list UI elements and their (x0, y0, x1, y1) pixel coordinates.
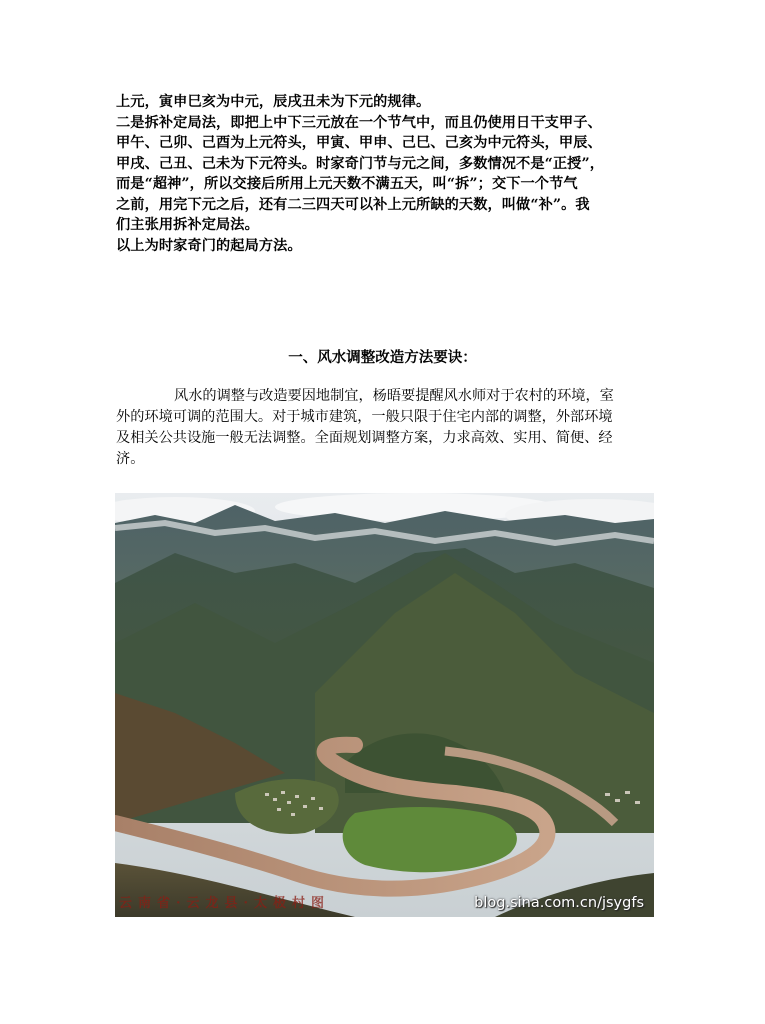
text-line: 而是“超神”，所以交接后所用上元天数不满五天，叫“拆”；交下一个节气 (116, 176, 578, 192)
photo-caption-left: 云南省·云龙县·太极村图 (119, 896, 331, 911)
photo-watermark: blog.sina.com.cn/jsygfs (474, 895, 644, 911)
text-line: 以上为时家奇门的起局方法。 (116, 237, 302, 254)
text-line: 济。 (116, 451, 145, 467)
text-line: 及相关公共设施一般无法调整。全面规划调整方案，力求高效、实用、简便、经 (116, 430, 613, 446)
text-line: 们主张用拆补定局法。 (116, 217, 259, 233)
mountain-river-illustration (115, 493, 654, 917)
landscape-photo (115, 493, 654, 917)
text-line: 甲午、己卯、己酉为上元符头，甲寅、甲申、己巳、己亥为中元符头，甲辰、 (116, 135, 602, 151)
intro-text-block (116, 92, 652, 256)
text-line: 二是拆补定局法，即把上中下三元放在一个节气中，而且仍使用日干支甲子、 (116, 114, 602, 131)
text-line: 上元，寅申巳亥为中元，辰戌丑未为下元的规律。 (116, 94, 431, 110)
text-line: 甲戌、己丑、己未为下元符头。时家奇门节与元之间，多数情况不是“正授”， (116, 155, 605, 172)
section-heading: 一、风水调整改造方法要诀： (288, 349, 477, 366)
text-line: 风水的调整与改造要因地制宜，杨晤要提醒风水师对于农村的环境，室 (174, 388, 614, 404)
text-line: 之前，用完下元之后，还有二三四天可以补上元所缺的天数，叫做“补”。我 (116, 196, 590, 213)
text-line: 外的环境可调的范围大。对于城市建筑，一般只限于住宅内部的调整，外部环境 (116, 409, 613, 425)
body-paragraph (116, 386, 654, 470)
